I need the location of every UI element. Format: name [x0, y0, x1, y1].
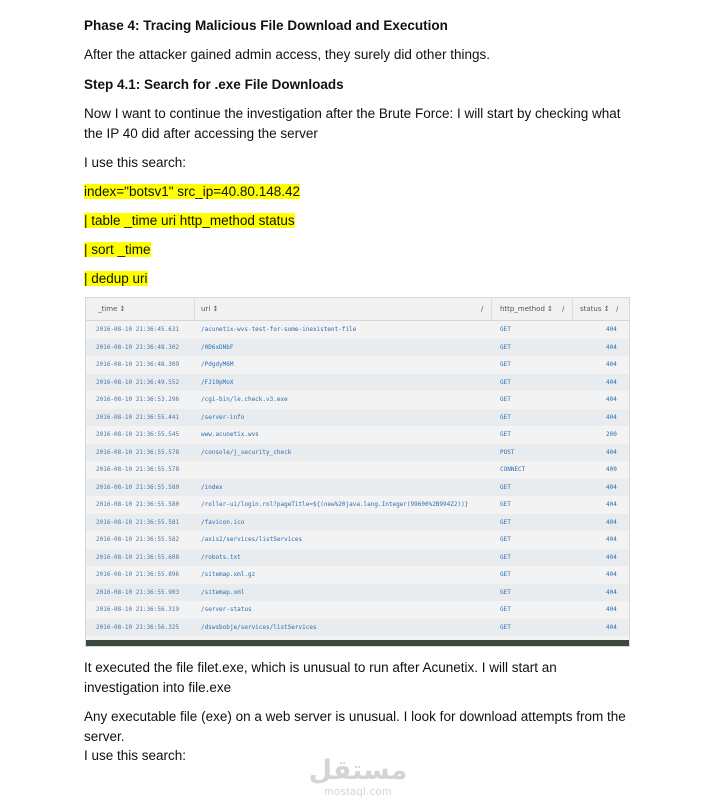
- query-line-3: | sort _time: [84, 242, 151, 257]
- cell-http-method: CONNECT: [500, 466, 526, 473]
- table-row: [86, 339, 629, 356]
- table-row: [86, 514, 629, 531]
- screenshot-bottom-bar: [86, 640, 629, 646]
- col-header-status[interactable]: status ↕: [580, 305, 610, 313]
- table-row: [86, 426, 629, 443]
- cell-uri: /console/j_security_check: [201, 448, 292, 456]
- table-row: [86, 566, 629, 583]
- cell-time: 2016-08-10 21:36:55.896: [96, 571, 180, 578]
- cell-time: 2016-08-10 21:36:48.309: [96, 361, 180, 368]
- cell-uri: /server-info: [201, 413, 245, 421]
- table-row: [86, 374, 629, 391]
- cell-uri: /PdgdyM6M: [201, 361, 234, 368]
- search-results-screenshot: [85, 297, 630, 647]
- watermark-arabic: مستقل: [308, 755, 408, 786]
- query-line-4: | dedup uri: [84, 271, 148, 286]
- query-line-2: | table _time uri http_method status: [84, 213, 295, 228]
- cell-status: 404: [606, 326, 617, 333]
- cell-time: 2016-08-10 21:36:55.580: [96, 501, 180, 508]
- cell-time: 2016-08-10 21:36:55.441: [96, 413, 180, 421]
- paragraph-exe-unusual: Any executable file (exe) on a web server is unusual. I look for download attempts from the server.: [84, 709, 626, 744]
- query-line-1: index="botsv1" src_ip=40.80.148.42: [84, 184, 300, 199]
- col-header-uri[interactable]: uri ↕: [201, 305, 219, 313]
- cell-http-method: GET: [500, 518, 511, 526]
- cell-status: 404: [606, 343, 617, 351]
- cell-http-method: GET: [500, 553, 511, 561]
- cell-status: 404: [606, 553, 617, 561]
- cell-http-method: GET: [500, 501, 511, 508]
- cell-status: 200: [606, 431, 617, 438]
- cell-http-method: GET: [500, 326, 511, 333]
- cell-http-method: GET: [500, 483, 511, 491]
- cell-uri: /acunetix-wvs-test-for-some-inexistent-file: [201, 326, 357, 333]
- watermark-latin: mostaql.com: [324, 786, 392, 798]
- cell-http-method: GET: [500, 606, 511, 613]
- cell-status: 404: [606, 623, 617, 631]
- cell-status: 400: [606, 466, 617, 473]
- edit-status-icon[interactable]: ∕: [616, 305, 619, 313]
- table-row: [86, 496, 629, 513]
- mostaql-watermark: [308, 756, 408, 798]
- cell-uri: /sitemap.xml: [201, 588, 245, 596]
- cell-http-method: GET: [500, 396, 511, 403]
- paragraph-use-search-2: I use this search:: [84, 748, 187, 763]
- paragraph-continue: Now I want to continue the investigation after the Brute Force: I will start by checking what the IP 40 did after accessing the server: [84, 106, 621, 141]
- cell-uri: /0D6xDNbF: [201, 343, 234, 351]
- cell-status: 404: [606, 448, 617, 456]
- table-row: [86, 444, 629, 461]
- cell-time: 2016-08-10 21:36:45.631: [96, 326, 180, 333]
- cell-uri: /server-status: [201, 606, 252, 613]
- cell-uri: /sitemap.xml.gz: [201, 571, 256, 578]
- cell-uri: /index: [201, 483, 223, 491]
- cell-time: 2016-08-10 21:36:49.552: [96, 378, 180, 386]
- paragraph-use-search-1: I use this search:: [84, 155, 187, 170]
- cell-time: 2016-08-10 21:36:55.903: [96, 588, 180, 596]
- cell-status: 404: [606, 501, 617, 508]
- cell-uri: /cgi-bin/le.check.v3.exe: [201, 396, 288, 403]
- table-row: [86, 321, 629, 338]
- table-row: [86, 601, 629, 618]
- edit-method-icon[interactable]: ∕: [562, 305, 565, 313]
- table-row: [86, 409, 629, 426]
- cell-http-method: GET: [500, 623, 511, 631]
- cell-http-method: GET: [500, 571, 511, 578]
- cell-time: 2016-08-10 21:36:48.302: [96, 343, 180, 351]
- paragraph-after-admin: After the attacker gained admin access, they surely did other things.: [84, 47, 490, 62]
- cell-uri: /FJ19pMoX: [201, 378, 234, 386]
- table-row: [86, 584, 629, 601]
- cell-status: 404: [606, 571, 617, 578]
- step-heading: Step 4.1: Search for .exe File Downloads: [84, 77, 344, 92]
- cell-http-method: GET: [500, 343, 511, 351]
- cell-time: 2016-08-10 21:36:55.580: [96, 483, 180, 491]
- cell-http-method: GET: [500, 361, 511, 368]
- cell-http-method: GET: [500, 536, 511, 543]
- cell-uri: www.acunetix.wvs: [201, 431, 259, 438]
- table-row: [86, 356, 629, 373]
- cell-time: 2016-08-10 21:36:55.581: [96, 518, 180, 526]
- cell-status: 404: [606, 396, 617, 403]
- cell-uri: /dswsbobje/services/listServices: [201, 623, 317, 631]
- table-row: [86, 619, 629, 636]
- table-row: [86, 461, 629, 478]
- cell-time: 2016-08-10 21:36:55.578: [96, 466, 180, 473]
- col-header-http-method[interactable]: http_method ↕: [500, 305, 553, 313]
- cell-http-method: GET: [500, 378, 511, 386]
- cell-status: 404: [606, 483, 617, 491]
- cell-http-method: GET: [500, 588, 511, 596]
- cell-time: 2016-08-10 21:36:56.319: [96, 606, 180, 613]
- cell-time: 2016-08-10 21:36:55.582: [96, 536, 180, 543]
- table-row: [86, 479, 629, 496]
- cell-status: 404: [606, 588, 617, 596]
- cell-time: 2016-08-10 21:36:55.578: [96, 448, 180, 456]
- results-table-header: [86, 298, 629, 321]
- table-row: [86, 531, 629, 548]
- cell-time: 2016-08-10 21:36:55.545: [96, 431, 180, 438]
- cell-status: 404: [606, 361, 617, 368]
- col-header-time[interactable]: _time ↕: [98, 305, 126, 313]
- cell-status: 404: [606, 606, 617, 613]
- table-row: [86, 391, 629, 408]
- cell-time: 2016-08-10 21:36:56.325: [96, 623, 180, 631]
- edit-uri-icon[interactable]: ∕: [481, 305, 484, 313]
- cell-time: 2016-08-10 21:36:53.296: [96, 396, 180, 403]
- cell-http-method: GET: [500, 431, 511, 438]
- cell-uri: /favicon.ico: [201, 518, 245, 526]
- cell-uri: /roller-ui/login.rol?pageTitle=${(new%20java.lang.Integer(99600%2B994Z2))}: [201, 501, 469, 508]
- cell-http-method: POST: [500, 448, 515, 456]
- table-row: [86, 549, 629, 566]
- paragraph-executed: It executed the file filet.exe, which is unusual to run after Acunetix. I will start an investigation into file.exe: [84, 660, 557, 695]
- phase-heading: Phase 4: Tracing Malicious File Download and Execution: [84, 18, 448, 33]
- cell-status: 404: [606, 378, 617, 386]
- cell-status: 404: [606, 518, 617, 526]
- cell-uri: /robots.txt: [201, 553, 241, 561]
- cell-http-method: GET: [500, 413, 511, 421]
- cell-status: 404: [606, 536, 617, 543]
- cell-uri: /axis2/services/listServices: [201, 536, 303, 543]
- cell-status: 404: [606, 413, 617, 421]
- cell-time: 2016-08-10 21:36:55.608: [96, 553, 180, 561]
